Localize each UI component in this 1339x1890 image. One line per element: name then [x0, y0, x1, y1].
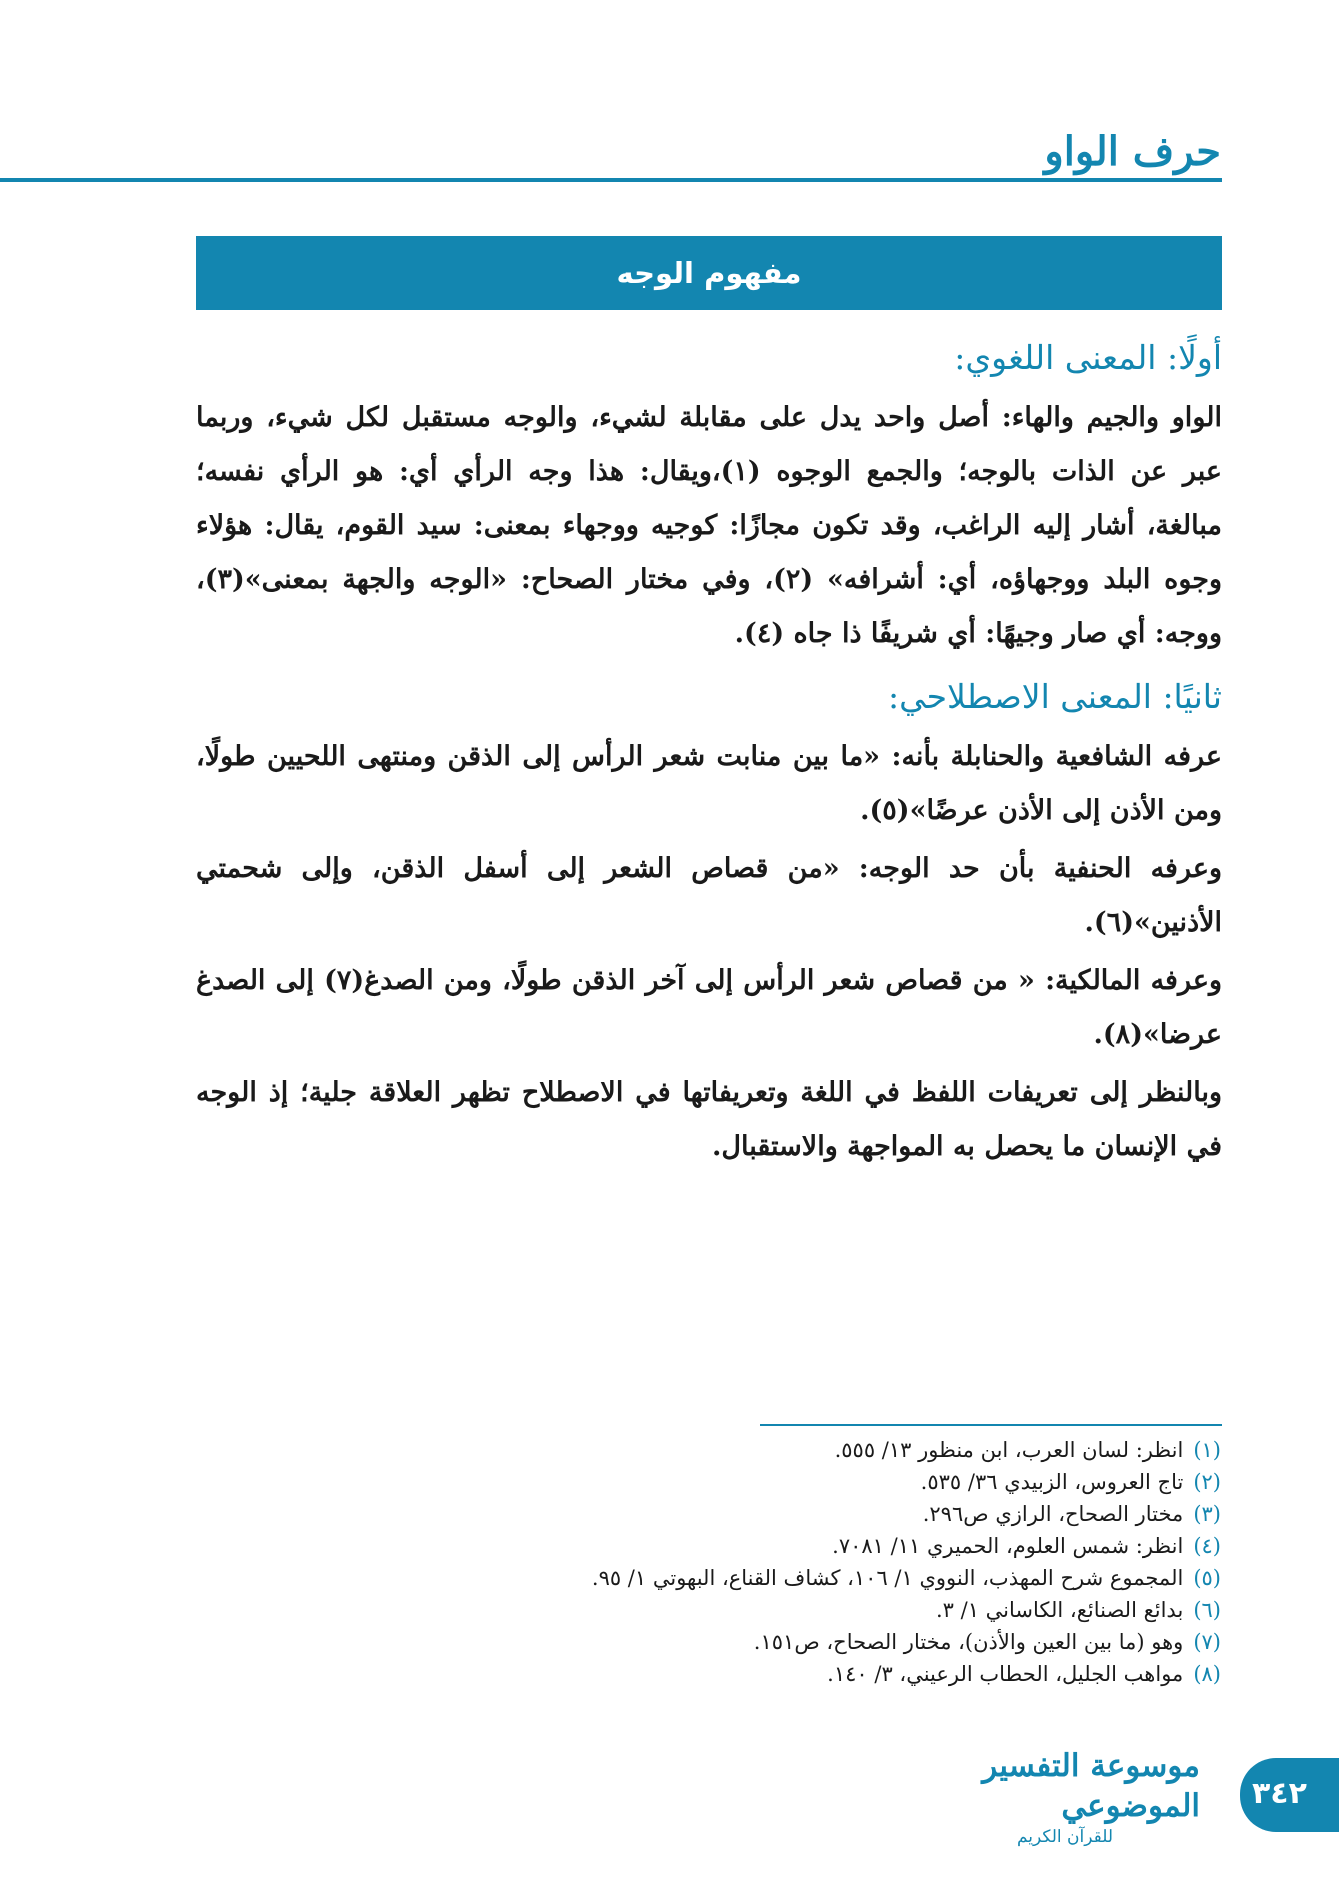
main-content: [196, 338, 1222, 1178]
header-rule: [0, 178, 1222, 182]
logo-subtitle: للقرآن الكريم: [1016, 1827, 1114, 1847]
footnotes-list: [221, 1434, 1221, 1690]
conclusion-paragraph: وبالنظر إلى تعريفات اللفظ في اللغة وتعريفاتها في الاصطلاح تظهر العلاقة جلية؛ إذ الوجه في الإنسان ما يحصل به المواجهة والاستقبال.: [196, 1077, 1222, 1162]
page-number: ٣٤٢: [1252, 1776, 1307, 1811]
footnote-text: مواهب الجليل، الحطاب الرعيني، ٣/ ١٤٠.: [827, 1662, 1184, 1686]
footnote-number: (٢): [1193, 1470, 1221, 1494]
section-title: مفهوم الوجه: [616, 256, 802, 290]
footnote-text: وهو (ما بين العين والأذن)، مختار الصحاح، ص١٥١.: [753, 1630, 1184, 1654]
footnote-text: بدائع الصنائع، الكاساني ١/ ٣.: [935, 1598, 1184, 1622]
section-title-bar: [196, 236, 1222, 310]
footnote-number: (٣): [1193, 1502, 1221, 1526]
footnote-number: (٥): [1193, 1566, 1221, 1590]
encyclopedia-logo: [930, 1748, 1200, 1847]
footnote: [221, 1594, 1221, 1626]
footnote-text: تاج العروس، الزبيدي ٣٦/ ٥٣٥.: [920, 1470, 1184, 1494]
footnote: [221, 1562, 1221, 1594]
footnote-number: (٧): [1193, 1630, 1221, 1654]
footnote: [221, 1466, 1221, 1498]
footnote: [221, 1434, 1221, 1466]
linguistic-meaning-heading: أولًا: المعنى اللغوي:: [954, 338, 1222, 377]
running-head: حرف الواو: [1044, 128, 1221, 175]
logo-title: موسوعة التفسير الموضوعي: [982, 1748, 1200, 1824]
footnote-number: (٦): [1193, 1598, 1221, 1622]
linguistic-meaning-paragraph: الواو والجيم والهاء: أصل واحد يدل على مقابلة لشيء، والوجه مستقبل لكل شيء، وربما عبر عن الذات بالوجه؛ والجمع الوجوه (١)،ويقال: هذا وجه الرأي أي: هو الرأي نفسه؛ مبالغة، أشار إليه الراغب، وقد تكون مجازًا: كوجيه ووجهاء بمعنى: سيد القوم، يقال: هؤلاء وجوه البلد ووجهاؤه، أي: أشرافه» (٢)، وفي مختار الصحاح: «الوجه والجهة بمعنى»(٣)، ووجه: أي صار وجيهًا: أي شريفًا ذا جاه (٤).: [196, 402, 1222, 649]
footnote: [221, 1658, 1221, 1690]
maliki-definition: وعرفه المالكية: « من قصاص شعر الرأس إلى آخر الذقن طولًا، ومن الصدغ(٧) إلى الصدغ عرضا»(٨).: [196, 965, 1223, 1050]
footnote-text: انظر: لسان العرب، ابن منظور ١٣/ ٥٥٥.: [834, 1438, 1184, 1462]
footnote-rule: [760, 1424, 1222, 1426]
footnote-number: (٨): [1193, 1662, 1221, 1686]
footnote: [221, 1626, 1221, 1658]
footnote: [221, 1498, 1221, 1530]
hanafi-definition: وعرفه الحنفية بأن حد الوجه: «من قصاص الشعر إلى أسفل الذقن، وإلى شحمتي الأذنين»(٦).: [196, 853, 1222, 938]
footnote-text: المجموع شرح المهذب، النووي ١/ ١٠٦، كشاف القناع، البهوتي ١/ ٩٥.: [591, 1566, 1184, 1590]
footnote: [221, 1530, 1221, 1562]
footnote-number: (١): [1193, 1438, 1221, 1462]
footnote-text: مختار الصحاح، الرازي ص٢٩٦.: [922, 1502, 1184, 1526]
footnote-text: انظر: شمس العلوم، الحميري ١١/ ٧٠٨١.: [832, 1534, 1184, 1558]
footnote-number: (٤): [1193, 1534, 1221, 1558]
technical-meaning-heading: ثانيًا: المعنى الاصطلاحي:: [887, 677, 1222, 716]
shafii-hanbali-definition: عرفه الشافعية والحنابلة بأنه: «ما بين منابت شعر الرأس إلى الذقن ومنتهى اللحيين طولًا، ومن الأذن إلى الأذن عرضًا»(٥).: [196, 741, 1222, 826]
